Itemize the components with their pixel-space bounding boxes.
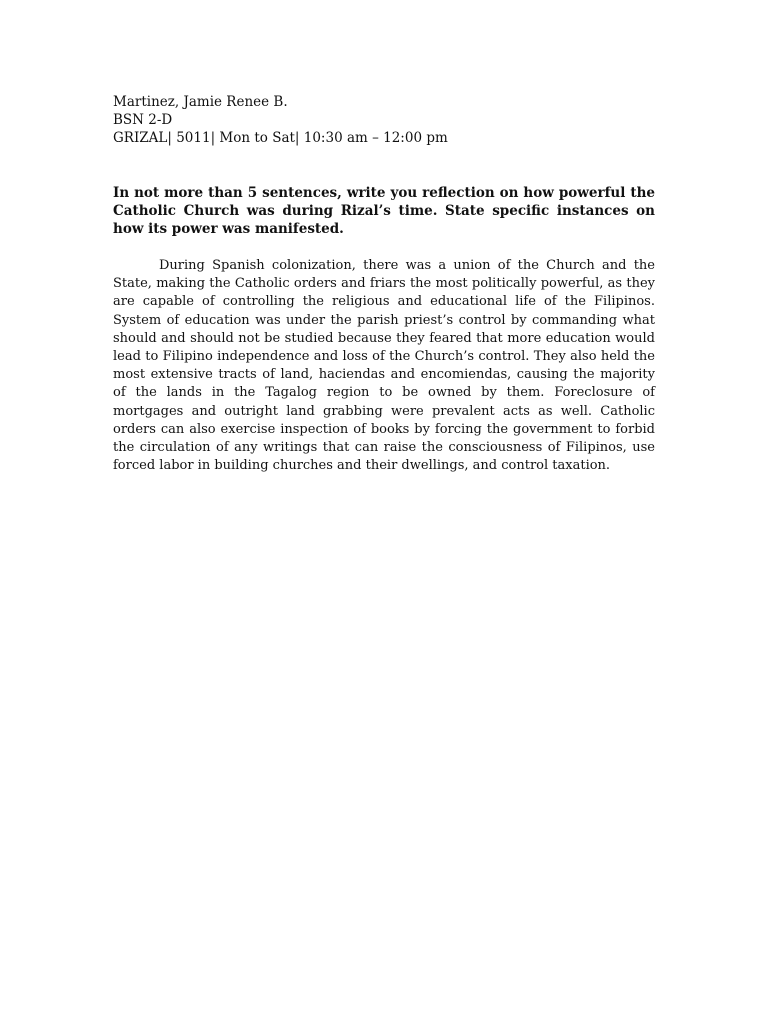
student-section: BSN 2-D xyxy=(113,112,173,128)
reflection-body: During Spanish colonization, there was a union of the Church and the State, making the Catholic orders and friars the most politically powerful, as they are capable of controlling the religious and educational life of the Filipinos. System of education was under the parish priest’s control by commanding what should and should not be studied because they feared that more education would lead to Filipino independence and loss of the Church’s control. They also held the most extensive tracts of land, haciendas and encomiendas, causing the majority of the lands in the Tagalog region to be owned by them. Foreclosure of mortgages and outright land grabbing were prevalent acts as well. Catholic orders can also exercise inspection of books by forcing the government to forbid the circulation of any writings that can raise the consciousness of Filipinos, use forced labor in building churches and their dwellings, and control taxation. xyxy=(113,258,655,474)
student-name: Martinez, Jamie Renee B. xyxy=(113,94,288,110)
student-header xyxy=(113,93,658,147)
reflection-prompt: In not more than 5 sentences, write you reflection on how powerful the Catholic Church was during Rizal’s time. State specific instances on how its power was manifested. xyxy=(113,185,655,238)
course-schedule: GRIZAL| 5011| Mon to Sat| 10:30 am – 12:00 pm xyxy=(113,130,448,146)
